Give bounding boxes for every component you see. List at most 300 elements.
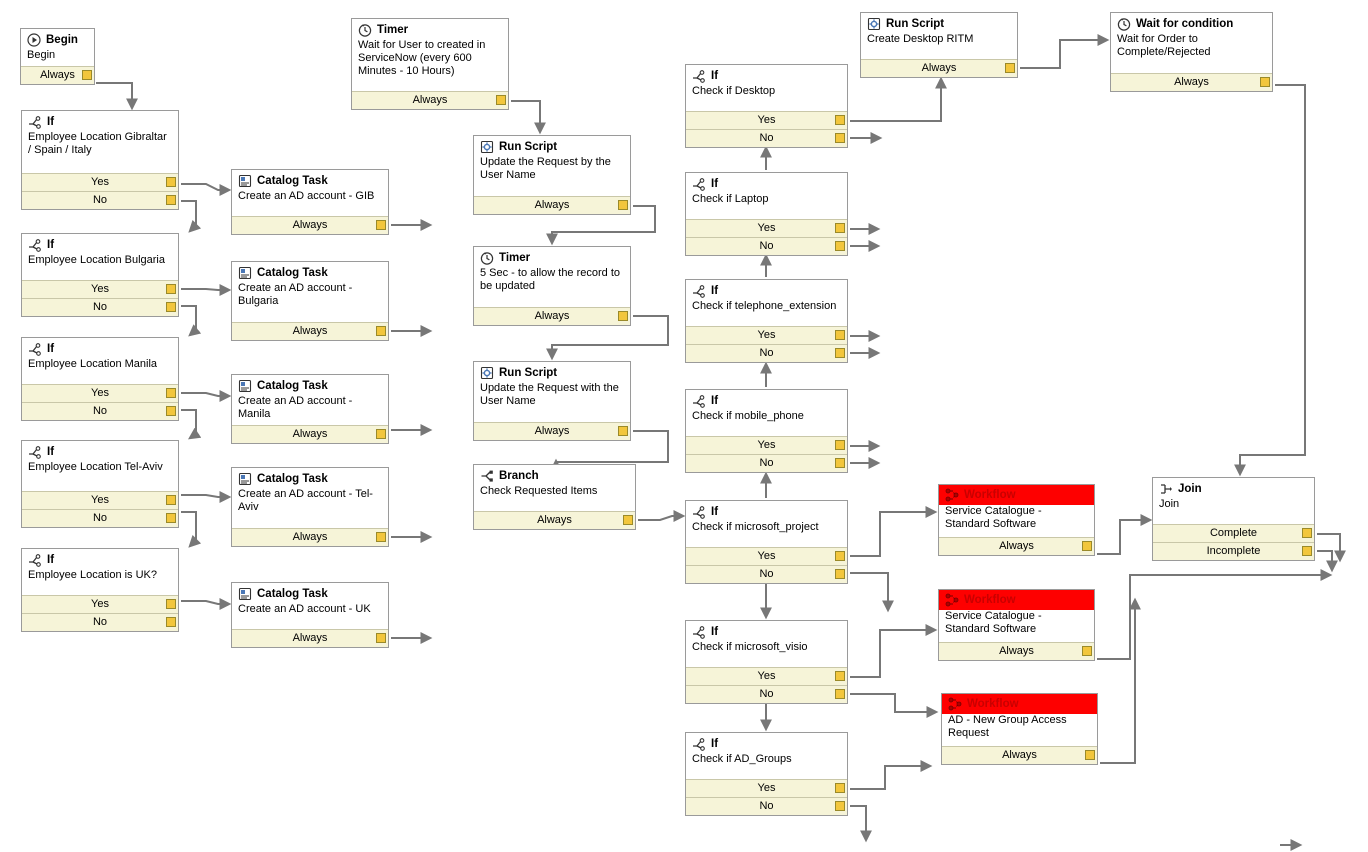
node-ports [232,216,388,234]
port-label: Yes [757,222,776,234]
port-no[interactable] [686,237,847,255]
node-title-row [474,247,630,267]
node-ports [474,307,630,325]
port-yes[interactable] [686,779,847,797]
node-title-row [474,136,630,156]
port-always[interactable] [21,66,94,84]
catalog-task-icon [238,266,252,280]
node-ports [474,511,635,529]
node-body: Create an AD account - Tel-Aviv [238,488,373,513]
node-body: Service Catalogue - Standard Software [945,610,1042,635]
node-title-row [686,65,847,85]
port-dot-icon[interactable] [166,406,176,416]
branch-if-icon [28,445,42,459]
node-title: Branch [499,470,539,482]
node-if-telephone-extension[interactable] [685,279,848,363]
port-dot-icon[interactable] [376,633,386,643]
port-dot-icon[interactable] [835,223,845,233]
node-body: Check if microsoft_visio [692,641,808,653]
port-label: Yes [757,329,776,341]
node-body: Create an AD account - Manila [238,395,353,420]
port-dot-icon[interactable] [835,133,845,143]
node-task-bulgaria[interactable] [231,261,389,341]
node-if-telaviv[interactable] [21,440,179,528]
branch-if-icon [28,342,42,356]
port-dot-icon[interactable] [166,388,176,398]
port-label: No [92,301,108,313]
node-task-telaviv[interactable] [231,467,389,547]
port-dot-icon[interactable] [376,532,386,542]
node-title: Catalog Task [257,175,328,187]
node-title-row [942,694,1097,714]
port-dot-icon[interactable] [82,70,92,80]
port-dot-icon[interactable] [376,326,386,336]
node-title: If [711,70,719,82]
port-label: Yes [757,114,776,126]
port-dot-icon[interactable] [835,551,845,561]
node-title-row [22,441,178,461]
node-ports [1111,73,1272,91]
port-label: No [92,194,108,206]
node-body: Wait for Order to Complete/Rejected [1117,33,1211,58]
port-label: Always [1002,749,1037,761]
node-body: Check Requested Items [480,485,598,497]
node-title-row [22,549,178,569]
node-title-row [686,733,847,753]
port-label: Always [999,540,1034,552]
node-title-row [474,362,630,382]
port-dot-icon[interactable] [618,311,628,321]
node-ports [686,111,847,147]
catalog-task-icon [238,174,252,188]
port-no[interactable] [686,344,847,362]
branch-if-icon [692,394,706,408]
node-title-row [861,13,1017,33]
workflow-icon [948,697,962,711]
node-if-microsoft-project[interactable] [685,500,848,584]
node-ports [686,436,847,472]
port-no[interactable] [686,797,847,815]
port-yes[interactable] [22,280,178,298]
port-dot-icon[interactable] [1082,646,1092,656]
node-ports [686,219,847,255]
node-ports [232,629,388,647]
node-title: If [47,239,55,251]
port-label: No [759,688,774,700]
node-title: Workflow [964,489,1016,501]
node-body: Check if microsoft_project [692,521,819,533]
node-title: Run Script [499,367,558,379]
port-dot-icon[interactable] [1302,546,1312,556]
run-script-icon [480,366,494,380]
node-body: Employee Location Tel-Aviv [28,461,163,473]
port-always[interactable] [939,537,1094,555]
catalog-task-icon [238,379,252,393]
node-if-uk[interactable] [21,548,179,632]
node-ports [232,322,388,340]
node-workflow-standard-software-2[interactable] [938,589,1095,661]
node-title: If [711,178,719,190]
node-title: If [711,285,719,297]
port-dot-icon[interactable] [835,458,845,468]
port-label: Yes [91,494,109,506]
port-dot-icon[interactable] [376,220,386,230]
port-label: Yes [757,550,776,562]
node-body: Check if Desktop [692,85,776,97]
port-label: Yes [91,283,109,295]
node-body: AD - New Group Access Request [948,714,1067,739]
node-ports [686,547,847,583]
node-body: Update the Request by the User Name [480,156,611,181]
port-no[interactable] [22,191,178,209]
node-ports [942,746,1097,764]
port-always[interactable] [942,746,1097,764]
port-dot-icon[interactable] [835,569,845,579]
play-circle-icon [27,33,41,47]
port-label: Always [292,632,328,644]
node-body: Begin [27,49,56,61]
port-no[interactable] [686,454,847,472]
port-always[interactable] [232,322,388,340]
node-title: Begin [46,34,78,46]
join-icon [1159,482,1173,496]
port-dot-icon[interactable] [835,783,845,793]
clock-icon [480,251,494,265]
port-label: Always [921,62,957,74]
port-no[interactable] [686,565,847,583]
port-dot-icon[interactable] [835,330,845,340]
port-label: No [759,568,774,580]
port-label: No [92,512,108,524]
node-title: If [47,116,55,128]
port-label: Yes [757,439,776,451]
port-dot-icon[interactable] [496,95,506,105]
node-body: Employee Location Bulgaria [28,254,165,266]
node-ports [352,91,508,109]
node-body: Employee Location is UK? [28,569,158,581]
wait-condition-icon [1117,17,1131,31]
port-dot-icon[interactable] [835,115,845,125]
node-ports [474,422,630,440]
port-dot-icon[interactable] [835,671,845,681]
port-dot-icon[interactable] [166,284,176,294]
catalog-task-icon [238,587,252,601]
node-title-row [686,390,847,410]
node-title-row [232,262,388,282]
node-ports [22,280,178,316]
port-always[interactable] [474,511,635,529]
node-task-manila[interactable] [231,374,389,444]
port-yes[interactable] [686,219,847,237]
node-title-row [1153,478,1314,498]
node-title: Workflow [967,698,1019,710]
branch-if-icon [692,284,706,298]
node-body: Check if Laptop [692,193,769,205]
node-ports [939,642,1094,660]
workflow-icon [945,593,959,607]
port-no[interactable] [686,685,847,703]
node-title-row [939,485,1094,505]
node-title: If [711,626,719,638]
node-if-bulgaria[interactable] [21,233,179,317]
node-ports [22,491,178,527]
node-body: Employee Location Gibraltar / Spain / Italy [28,131,167,156]
port-always[interactable] [939,642,1094,660]
node-ports [686,667,847,703]
port-no[interactable] [22,402,178,420]
node-join[interactable] [1152,477,1315,561]
node-title-row [22,338,178,358]
node-wait-for-condition[interactable] [1110,12,1273,92]
port-no[interactable] [22,613,178,631]
port-label: Always [40,69,75,81]
node-title-row [232,583,388,603]
port-dot-icon[interactable] [835,348,845,358]
node-title-row [686,501,847,521]
port-dot-icon[interactable] [166,495,176,505]
node-ports [474,196,630,214]
port-dot-icon[interactable] [166,195,176,205]
port-always[interactable] [474,196,630,214]
port-always[interactable] [861,59,1017,77]
node-title-row [232,170,388,190]
port-dot-icon[interactable] [166,177,176,187]
node-body: Check if telephone_extension [692,300,837,312]
port-label: Always [292,428,328,440]
clock-icon [358,23,372,37]
port-label: No [759,347,774,359]
port-dot-icon[interactable] [1260,77,1270,87]
node-ports [686,779,847,815]
node-title-row [686,621,847,641]
run-script-icon [867,17,881,31]
port-no[interactable] [22,298,178,316]
port-dot-icon[interactable] [1302,528,1312,538]
node-ports [939,537,1094,555]
port-always[interactable] [232,425,388,443]
node-timer-5sec[interactable] [473,246,631,326]
node-title-row [232,375,388,395]
node-ports [22,595,178,631]
port-dot-icon[interactable] [166,302,176,312]
port-label: Always [534,310,570,322]
node-body: Create an AD account - Bulgaria [238,282,353,307]
port-label: Yes [91,387,109,399]
port-label: Always [534,199,570,211]
node-title: If [47,446,55,458]
port-label: Incomplete [1206,545,1261,557]
port-dot-icon[interactable] [1085,750,1095,760]
branch-if-icon [28,238,42,252]
node-script-update-request[interactable] [473,135,631,215]
port-label: No [92,616,108,628]
port-yes[interactable] [22,384,178,402]
node-title-row [686,173,847,193]
node-task-uk[interactable] [231,582,389,648]
node-ports [22,384,178,420]
node-title-row [21,29,94,49]
node-title-row [474,465,635,485]
node-ports [686,326,847,362]
port-dot-icon[interactable] [618,426,628,436]
port-always[interactable] [232,629,388,647]
node-body: Update the Request with the User Name [480,382,619,407]
port-always[interactable] [232,528,388,546]
node-title: If [47,554,55,566]
port-label: Yes [757,782,776,794]
port-always[interactable] [474,307,630,325]
port-always[interactable] [1111,73,1272,91]
branch-if-icon [692,505,706,519]
port-label: Yes [91,176,109,188]
branch-if-icon [692,625,706,639]
node-body: Wait for User to created in ServiceNow (every 600 Minutes - 10 Hours) [358,39,486,77]
node-if-laptop[interactable] [685,172,848,256]
port-dot-icon[interactable] [835,440,845,450]
port-label: Yes [91,598,109,610]
node-title: Catalog Task [257,267,328,279]
port-no[interactable] [686,129,847,147]
port-label: Always [1174,76,1209,88]
port-yes[interactable] [686,667,847,685]
node-title: If [711,506,719,518]
node-begin[interactable] [20,28,95,85]
node-task-gibraltar[interactable] [231,169,389,235]
node-if-mobile-phone[interactable] [685,389,848,473]
port-always[interactable] [232,216,388,234]
branch-if-icon [692,177,706,191]
port-complete[interactable] [1153,524,1314,542]
port-label: Always [412,94,448,106]
node-ports [861,59,1017,77]
node-body: Check if AD_Groups [692,753,792,765]
node-title: Join [1178,483,1202,495]
node-title-row [352,19,508,39]
run-script-icon [480,140,494,154]
node-ports [1153,524,1314,560]
node-body: Employee Location Manila [28,358,158,370]
node-title: If [47,343,55,355]
node-body: 5 Sec - to allow the record to be updated [480,267,621,292]
port-dot-icon[interactable] [1082,541,1092,551]
port-dot-icon[interactable] [166,513,176,523]
port-dot-icon[interactable] [623,515,633,525]
port-yes[interactable] [22,595,178,613]
port-dot-icon[interactable] [835,241,845,251]
branch-if-icon [692,737,706,751]
node-script-create-desktop-ritm[interactable] [860,12,1018,78]
port-dot-icon[interactable] [618,200,628,210]
branch-if-icon [692,69,706,83]
node-branch-requested-items[interactable] [473,464,636,530]
port-label: Always [534,425,570,437]
node-if-microsoft-visio[interactable] [685,620,848,704]
node-if-desktop[interactable] [685,64,848,148]
node-ports [232,425,388,443]
port-label: Always [292,219,328,231]
node-script-update-request-2[interactable] [473,361,631,441]
port-dot-icon[interactable] [166,599,176,609]
node-title: If [711,395,719,407]
node-body: Create Desktop RITM [867,33,974,45]
node-title: If [711,738,719,750]
node-if-ad-groups[interactable] [685,732,848,816]
node-if-manila[interactable] [21,337,179,421]
port-dot-icon[interactable] [1005,63,1015,73]
port-label: No [759,240,774,252]
node-title: Wait for condition [1136,18,1234,30]
port-yes[interactable] [22,491,178,509]
port-dot-icon[interactable] [835,801,845,811]
port-always[interactable] [352,91,508,109]
node-title-row [22,111,178,131]
node-title-row [1111,13,1272,33]
node-title: Workflow [964,594,1016,606]
port-yes[interactable] [22,173,178,191]
node-body: Service Catalogue - Standard Software [945,505,1042,530]
node-workflow-ad-new-group-access[interactable] [941,693,1098,765]
node-title: Timer [499,252,531,264]
port-yes[interactable] [686,326,847,344]
node-title-row [232,468,388,488]
port-label: Always [292,325,328,337]
node-ports [22,173,178,209]
node-body: Join [1159,498,1180,510]
port-always[interactable] [474,422,630,440]
port-yes[interactable] [686,547,847,565]
node-ports [232,528,388,546]
node-timer-wait-user[interactable] [351,18,509,110]
node-title-row [686,280,847,300]
node-title: Catalog Task [257,380,328,392]
catalog-task-icon [238,472,252,486]
port-label: No [759,800,774,812]
node-title: Catalog Task [257,588,328,600]
node-title: Catalog Task [257,473,328,485]
node-title-row [22,234,178,254]
port-label: No [759,132,774,144]
port-label: Always [292,531,328,543]
node-if-gibraltar[interactable] [21,110,179,210]
branch-if-icon [28,553,42,567]
port-label: Yes [757,670,776,682]
node-body: Create an AD account - GIB [238,190,375,202]
node-ports [21,66,94,84]
workflow-icon [945,488,959,502]
node-title: Run Script [886,18,945,30]
port-label: Complete [1209,527,1258,539]
port-incomplete[interactable] [1153,542,1314,560]
node-body: Create an AD account - UK [238,603,371,615]
port-yes[interactable] [686,111,847,129]
port-dot-icon[interactable] [835,689,845,699]
port-no[interactable] [22,509,178,527]
node-body: Check if mobile_phone [692,410,804,422]
port-dot-icon[interactable] [166,617,176,627]
port-label: No [92,405,108,417]
port-label: Always [537,514,572,526]
branch-if-icon [28,115,42,129]
port-yes[interactable] [686,436,847,454]
node-title: Timer [377,24,409,36]
branch-icon [480,469,494,483]
node-title: Run Script [499,141,558,153]
node-title-row [939,590,1094,610]
port-label: Always [999,645,1034,657]
port-label: No [759,457,774,469]
node-workflow-standard-software-1[interactable] [938,484,1095,556]
port-dot-icon[interactable] [376,429,386,439]
